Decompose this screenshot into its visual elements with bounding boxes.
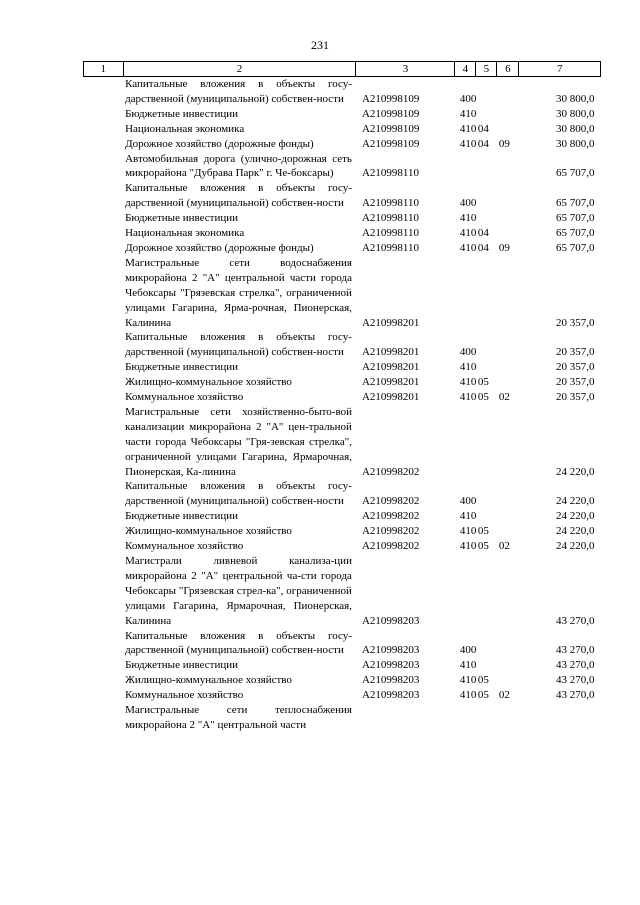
row-spacer-cell: [84, 226, 124, 241]
row-spacer-cell: [84, 107, 124, 122]
row-section: [476, 77, 497, 107]
row-code: А210998201: [361, 346, 420, 359]
row-name: Капитальные вложения в объекты госу-дарственной (муниципальной) собствен-ности: [125, 182, 352, 210]
table-row: [84, 539, 601, 554]
row-expense-type: 410: [459, 525, 477, 538]
row-spacer-cell: [84, 673, 124, 688]
row-amount: 43 270,0: [556, 644, 595, 657]
row-spacer-cell: [84, 658, 124, 673]
row-code: А210998109: [361, 137, 420, 150]
row-expense-type: 410: [459, 391, 477, 404]
row-spacer-cell: [84, 703, 124, 733]
header-col-2: 2: [123, 62, 356, 77]
row-code: А210998110: [361, 167, 419, 180]
table-row: [84, 360, 601, 375]
row-amount: 30 800,0: [556, 137, 595, 150]
row-section: 05: [477, 376, 489, 389]
row-code: А210998201: [361, 361, 420, 374]
row-spacer-cell: [84, 554, 124, 629]
row-expense-type: 400: [459, 197, 477, 210]
row-amount: 65 707,0: [556, 241, 595, 254]
row-spacer-cell: [84, 629, 124, 659]
row-name: Магистрали ливневой канализа-ции микрорайона 2 "А" центральной ча-сти города Чебоксары "Грязевская стрел-ка", ограниченной улицами Гагарина, Ярмарочная, Пионерская, Калинина: [125, 555, 352, 627]
row-amount: [519, 703, 601, 733]
row-spacer-cell: [84, 241, 124, 256]
row-amount: 30 800,0: [556, 92, 595, 105]
row-code: А210998110: [361, 197, 419, 210]
table-row: [84, 330, 601, 360]
row-code: А210998202: [361, 495, 420, 508]
table-row: [84, 703, 601, 733]
row-section: [476, 554, 497, 629]
row-expense-type: [455, 405, 476, 480]
row-expense-type: 410: [459, 689, 477, 702]
row-subsection: 09: [498, 241, 510, 254]
table-row: [84, 479, 601, 509]
row-spacer-cell: [84, 688, 124, 703]
row-spacer-cell: [84, 330, 124, 360]
row-amount: 20 357,0: [556, 316, 595, 329]
header-col-6: 6: [497, 62, 519, 77]
row-section: 04: [477, 137, 489, 150]
row-section: [476, 152, 497, 182]
row-spacer-cell: [84, 524, 124, 539]
row-subsection: [497, 554, 519, 629]
table-row: [84, 77, 601, 107]
row-section: [476, 629, 497, 659]
row-expense-type: 410: [459, 227, 477, 240]
table-row: [84, 688, 601, 703]
row-amount: 24 220,0: [556, 540, 595, 553]
row-spacer-cell: [84, 390, 124, 405]
row-expense-type: 410: [459, 361, 477, 374]
row-subsection: [497, 479, 519, 509]
row-name: Коммунальное хозяйство: [125, 540, 244, 553]
row-subsection: [497, 524, 519, 539]
row-name: Жилищно-коммунальное хозяйство: [125, 376, 292, 389]
table-row: [84, 375, 601, 390]
row-amount: 24 220,0: [556, 510, 595, 523]
row-spacer-cell: [84, 509, 124, 524]
table-row: [84, 152, 601, 182]
row-code: А210998202: [361, 510, 420, 523]
row-code: А210998201: [361, 316, 420, 329]
row-section: [476, 509, 497, 524]
row-code: А210998110: [361, 241, 419, 254]
row-section: 04: [477, 122, 489, 135]
row-name: Бюджетные инвестиции: [125, 361, 238, 374]
row-amount: 43 270,0: [556, 689, 595, 702]
table-row: [84, 181, 601, 211]
row-subsection: [497, 181, 519, 211]
row-name: Жилищно-коммунальное хозяйство: [125, 525, 292, 538]
row-section: [476, 256, 497, 331]
row-name: Капитальные вложения в объекты госу-дарственной (муниципальной) собствен-ности: [125, 629, 352, 657]
row-amount: 20 357,0: [556, 376, 595, 389]
row-section: [476, 658, 497, 673]
row-subsection: [497, 405, 519, 480]
row-expense-type: 400: [459, 495, 477, 508]
row-spacer-cell: [84, 137, 124, 152]
row-spacer-cell: [84, 122, 124, 137]
row-code: А210998203: [361, 674, 420, 687]
row-code: А210998110: [361, 227, 419, 240]
row-code: А210998203: [361, 614, 420, 627]
page-number: 231: [311, 38, 329, 52]
row-section: [476, 703, 497, 733]
row-expense-type: 410: [459, 241, 477, 254]
row-name: Капитальные вложения в объекты госу-дарственной (муниципальной) собствен-ности: [125, 480, 352, 508]
row-spacer-cell: [84, 256, 124, 331]
row-code: А210998203: [361, 659, 420, 672]
row-section: [476, 360, 497, 375]
row-name: Автомобильная дорога (улично-дорожная сеть микрорайона "Дубрава Парк" г. Че-боксары): [125, 152, 352, 180]
row-amount: 43 270,0: [556, 659, 595, 672]
row-name: Дорожное хозяйство (дорожные фонды): [125, 241, 314, 254]
row-expense-type: 410: [459, 122, 477, 135]
row-spacer-cell: [84, 360, 124, 375]
row-expense-type: [455, 554, 476, 629]
row-code: А210998109: [361, 92, 420, 105]
row-amount: 43 270,0: [556, 674, 595, 687]
row-subsection: [497, 330, 519, 360]
table-row: [84, 122, 601, 137]
row-subsection: [497, 152, 519, 182]
row-amount: 65 707,0: [556, 197, 595, 210]
table-row: [84, 107, 601, 122]
row-subsection: 02: [498, 540, 510, 553]
row-name: Бюджетные инвестиции: [125, 510, 238, 523]
row-code: А210998109: [361, 107, 420, 120]
row-subsection: [497, 360, 519, 375]
row-expense-type: 410: [459, 137, 477, 150]
row-subsection: [497, 77, 519, 107]
table-row: [84, 629, 601, 659]
row-name: Магистральные сети хозяйственно-быто-вой канализации микрорайона 2 "А" цен-тральной части города Чебоксары "Гря-зевская стрелка", ограниченной улицами Гагарина, Ярмарочная, Пионерская, Ка-линина: [125, 405, 352, 478]
row-amount: 65 707,0: [556, 212, 595, 225]
header-col-1: 1: [84, 62, 124, 77]
row-code: А210998110: [361, 212, 419, 225]
row-code: А210998202: [361, 525, 420, 538]
row-amount: 65 707,0: [556, 227, 595, 240]
row-subsection: [497, 375, 519, 390]
budget-table: [83, 61, 601, 733]
row-name: Магистральные сети теплоснабжения микрорайона 2 "А" центральной части: [125, 704, 352, 731]
row-subsection: [497, 658, 519, 673]
row-name: Бюджетные инвестиции: [125, 212, 238, 225]
row-code: А210998203: [361, 689, 420, 702]
row-expense-type: [455, 256, 476, 331]
row-name: Капитальные вложения в объекты госу-дарственной (муниципальной) собствен-ности: [125, 78, 352, 105]
row-subsection: [497, 122, 519, 137]
row-expense-type: 410: [459, 510, 477, 523]
row-name: Национальная экономика: [125, 122, 245, 135]
row-expense-type: 400: [459, 346, 477, 359]
row-section: [476, 479, 497, 509]
row-subsection: [497, 226, 519, 241]
row-amount: 24 220,0: [556, 525, 595, 538]
row-name: Магистральные сети водоснабжения микрорайона 2 "А" центральной части города Чебоксары "Грязевская стрелка", ограниченной улицами Гагарина, Ярма-рочная, Пионерская, Калинина: [125, 256, 352, 329]
row-expense-type: 410: [459, 674, 477, 687]
table-row: [84, 405, 601, 480]
table-row: [84, 256, 601, 331]
row-expense-type: 410: [459, 107, 477, 120]
row-section: 05: [477, 391, 489, 404]
row-code: А210998202: [361, 540, 420, 553]
row-spacer-cell: [84, 181, 124, 211]
row-name: Коммунальное хозяйство: [125, 689, 244, 702]
table-row: [84, 137, 601, 152]
row-name: Жилищно-коммунальное хозяйство: [125, 674, 292, 687]
row-amount: 20 357,0: [556, 346, 595, 359]
table-row: [84, 658, 601, 673]
row-spacer-cell: [84, 77, 124, 107]
row-section: 05: [477, 674, 489, 687]
row-amount: 43 270,0: [556, 614, 595, 627]
table-body: [84, 77, 601, 733]
row-name: Дорожное хозяйство (дорожные фонды): [125, 137, 314, 150]
table-row: [84, 226, 601, 241]
row-subsection: [497, 509, 519, 524]
row-section: [476, 181, 497, 211]
row-spacer-cell: [84, 479, 124, 509]
row-subsection: 02: [498, 689, 510, 702]
row-spacer-cell: [84, 405, 124, 480]
row-subsection: [497, 256, 519, 331]
row-name: Бюджетные инвестиции: [125, 107, 238, 120]
table-header: [84, 62, 601, 77]
row-name: Бюджетные инвестиции: [125, 659, 238, 672]
row-code: [356, 703, 455, 733]
row-code: А210998201: [361, 376, 420, 389]
row-section: [476, 405, 497, 480]
row-code: А210998109: [361, 122, 420, 135]
row-subsection: 02: [498, 391, 510, 404]
row-section: 05: [477, 525, 489, 538]
row-subsection: [497, 211, 519, 226]
row-name: Капитальные вложения в объекты госу-дарственной (муниципальной) собствен-ности: [125, 331, 352, 359]
row-subsection: [497, 107, 519, 122]
row-amount: 30 800,0: [556, 122, 595, 135]
row-spacer-cell: [84, 375, 124, 390]
row-subsection: 09: [498, 137, 510, 150]
row-code: А210998203: [361, 644, 420, 657]
row-amount: 65 707,0: [556, 167, 595, 180]
table-row: [84, 673, 601, 688]
table-row: [84, 211, 601, 226]
row-amount: 24 220,0: [556, 495, 595, 508]
row-section: [476, 330, 497, 360]
header-col-5: 5: [476, 62, 497, 77]
row-expense-type: 400: [459, 92, 477, 105]
row-expense-type: 410: [459, 540, 477, 553]
row-section: [476, 107, 497, 122]
row-name: Коммунальное хозяйство: [125, 391, 244, 404]
row-expense-type: 410: [459, 659, 477, 672]
row-amount: 20 357,0: [556, 391, 595, 404]
table-row: [84, 524, 601, 539]
row-name: Национальная экономика: [125, 227, 245, 240]
row-subsection: [497, 703, 519, 733]
table-row: [84, 241, 601, 256]
header-col-7: 7: [519, 62, 601, 77]
row-expense-type: 410: [459, 376, 477, 389]
row-code: А210998201: [361, 391, 420, 404]
row-spacer-cell: [84, 539, 124, 554]
row-section: 05: [477, 540, 489, 553]
row-spacer-cell: [84, 211, 124, 226]
table-row: [84, 509, 601, 524]
table-row: [84, 390, 601, 405]
row-section: [476, 211, 497, 226]
row-subsection: [497, 629, 519, 659]
header-col-3: 3: [356, 62, 455, 77]
row-section: 05: [477, 689, 489, 702]
row-expense-type: [455, 703, 476, 733]
row-expense-type: 400: [459, 644, 477, 657]
row-amount: 30 800,0: [556, 107, 595, 120]
row-section: 04: [477, 227, 489, 240]
row-expense-type: 410: [459, 212, 477, 225]
row-spacer-cell: [84, 152, 124, 182]
row-amount: 20 357,0: [556, 361, 595, 374]
row-expense-type: [455, 152, 476, 182]
header-col-4: 4: [455, 62, 476, 77]
row-section: 04: [477, 241, 489, 254]
row-subsection: [497, 673, 519, 688]
row-amount: 24 220,0: [556, 465, 595, 478]
row-code: А210998202: [361, 465, 420, 478]
table-row: [84, 554, 601, 629]
